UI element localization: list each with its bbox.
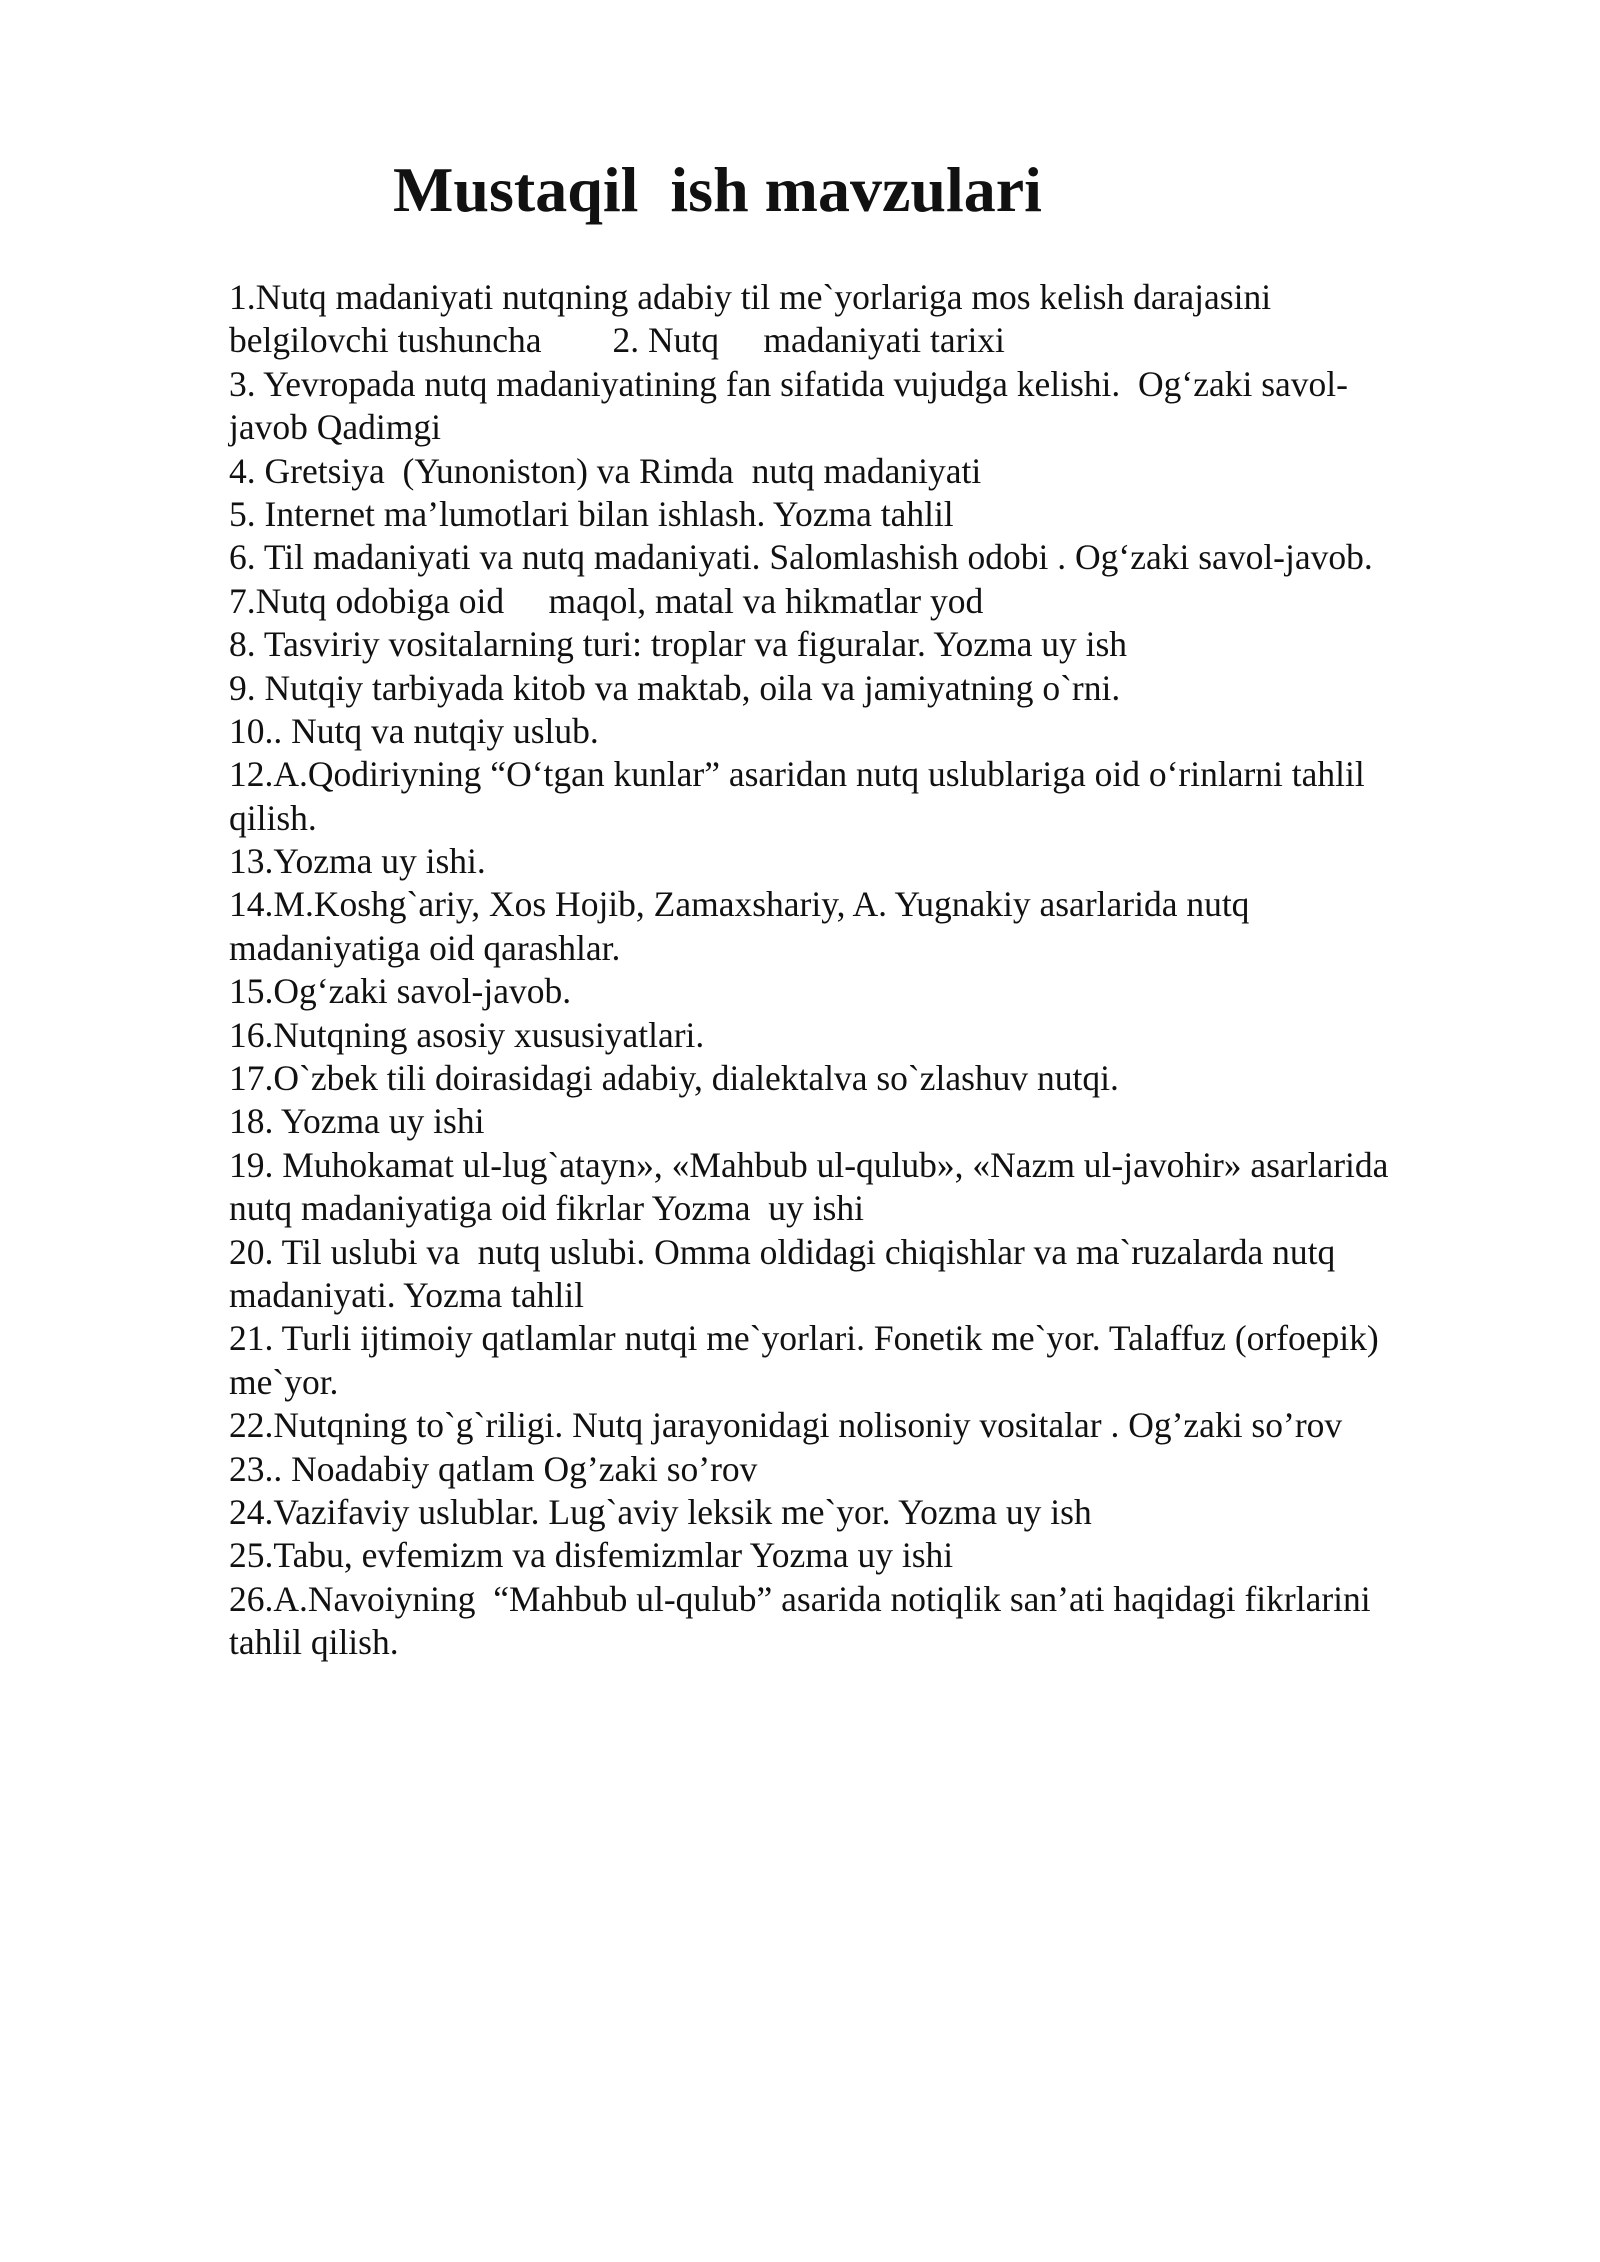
text-line: 15.Og‘zaki savol-javob. bbox=[229, 971, 572, 1012]
text-line: 9. Nutqiy tarbiyada kitob va maktab, oila va jamiyatning o`rni. bbox=[229, 667, 1121, 708]
text-line: 25.Tabu, evfemizm va disfemizmlar Yozma uy ishi bbox=[229, 1535, 954, 1576]
page-title: Mustaqil ish mavzulari bbox=[393, 154, 1042, 225]
text-line: me`yor. bbox=[229, 1361, 339, 1402]
text-line: 26.A.Navoiyning “Mahbub ul-qulub” asarida notiqlik san’ati haqidagi fikrlarini bbox=[229, 1578, 1371, 1619]
text-line: javob Qadimgi bbox=[229, 407, 441, 448]
text-line: 1.Nutq madaniyati nutqning adabiy til me`yorlariga mos kelish darajasini bbox=[229, 277, 1272, 317]
text-line: 10.. Nutq va nutqiy uslub. bbox=[229, 710, 599, 751]
text-line: 17.O`zbek tili doirasidagi adabiy, dialektalva so`zlashuv nutqi. bbox=[229, 1058, 1119, 1099]
text-line: madaniyatiga oid qarashlar. bbox=[229, 927, 621, 968]
text-line: 18. Yozma uy ishi bbox=[229, 1101, 485, 1142]
text-line: 13.Yozma uy ishi. bbox=[229, 841, 486, 882]
text-line: 24.Vazifaviy uslublar. Lug`aviy leksik me`yor. Yozma uy ish bbox=[229, 1491, 1092, 1532]
text-line: madaniyati. Yozma tahlil bbox=[229, 1274, 584, 1315]
text-line: 8. Tasviriy vositalarning turi: troplar va figuralar. Yozma uy ish bbox=[229, 624, 1128, 665]
text-line: tahlil qilish. bbox=[229, 1622, 399, 1663]
text-line: 4. Gretsiya (Yunoniston) va Rimda nutq madaniyati bbox=[229, 450, 982, 491]
text-line: 23.. Noadabiy qatlam Og’zaki so’rov bbox=[229, 1448, 758, 1489]
text-line: 20. Til uslubi va nutq uslubi. Omma oldidagi chiqishlar va ma`ruzalarda nutq bbox=[229, 1231, 1336, 1272]
text-line: 5. Internet ma’lumotlari bilan ishlash. Yozma tahlil bbox=[229, 493, 954, 534]
text-line: belgilovchi tushuncha 2. Nutq madaniyati tarixi bbox=[229, 320, 1005, 361]
text-line: 12.A.Qodiriyning “O‘tgan kunlar” asaridan nutq uslublariga oid o‘rinlarni tahlil bbox=[229, 754, 1365, 795]
text-line: 22.Nutqning to`g`riligi. Nutq jarayonidagi nolisoniy vositalar . Og’zaki so’rov bbox=[229, 1405, 1343, 1446]
text-line: 7.Nutq odobiga oid maqol, matal va hikmatlar yod bbox=[229, 580, 984, 621]
text-line: 19. Muhokamat ul-lug`atayn», «Mahbub ul-qulub», «Nazm ul-javohir» asarlarida bbox=[229, 1144, 1389, 1185]
text-line: qilish. bbox=[229, 797, 317, 838]
text-line: 21. Turli ijtimoiy qatlamlar nutqi me`yorlari. Fonetik me`yor. Talaffuz (orfoepik) bbox=[229, 1318, 1379, 1359]
text-line: 6. Til madaniyati va nutq madaniyati. Salomlashish odobi . Og‘zaki savol-javob. bbox=[229, 537, 1373, 578]
text-line: 16.Nutqning asosiy xususiyatlari. bbox=[229, 1014, 705, 1055]
text-line: 14.M.Koshg`ariy, Xos Hojib, Zamaxshariy, A. Yugnakiy asarlarida nutq bbox=[229, 884, 1250, 925]
text-line: 3. Yevropada nutq madaniyatining fan sifatida vujudga kelishi. Og‘zaki savol- bbox=[229, 363, 1348, 404]
text-line: nutq madaniyatiga oid fikrlar Yozma uy ishi bbox=[229, 1188, 864, 1229]
topic-list bbox=[229, 276, 1489, 1665]
